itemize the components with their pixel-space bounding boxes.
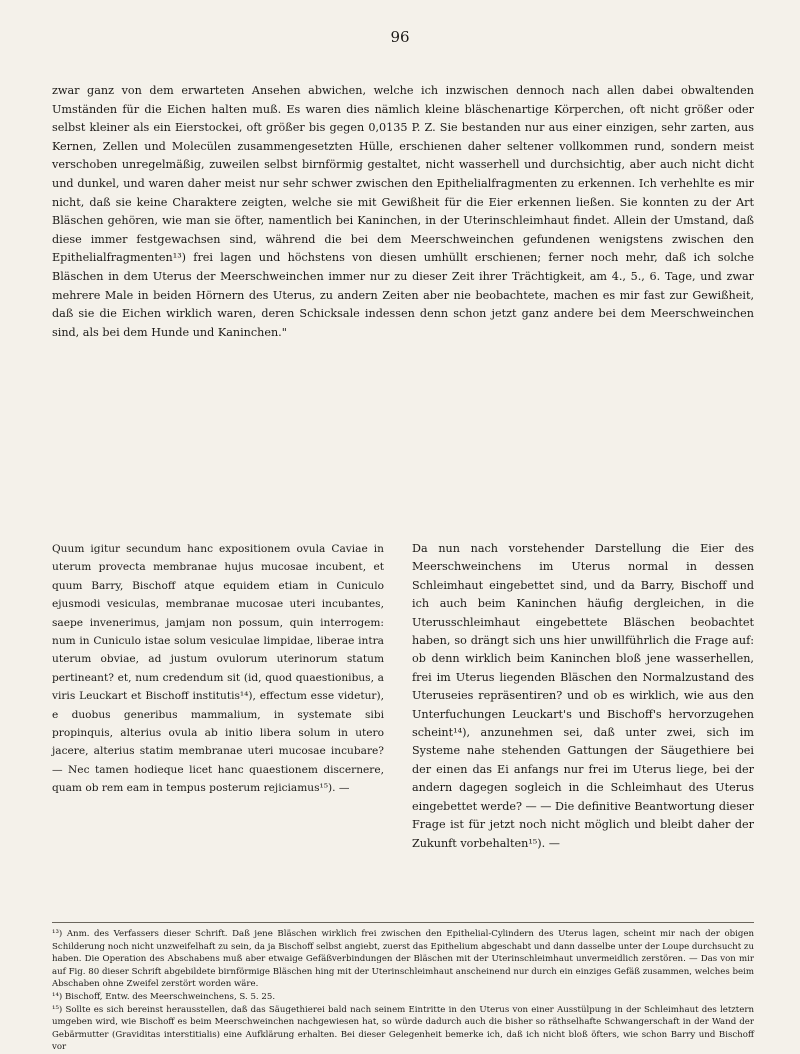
footnote-15: ¹⁵) Sollte es sich bereinst herausstellen, daß das Säugethierei bald nach seinem Eintritte in den Uterus von einer Ausstülpung in der Schleimhaut des letztern umgeben wird, wie Bischoff es beim Meerschweinchen nachgewiesen hat, so würde dadurch auch die bisher so räthselhafte Schwangerschaft in der Wand der Gebärmutter (Graviditas interstitialis) eine Aufklärung erhalten. Bei dieser Gelegenheit bemerke ich, daß ich nicht bloß öfters, wie schon Barry und Bischoff vor [52, 1004, 754, 1053]
page-number: 96 [390, 28, 410, 46]
intro-text: zwar ganz von dem erwarteten Ansehen abwichen, welche ich inzwischen dennoch nach allen dabei obwaltenden Umständen für die Eichen halten muß. Es waren dies nämlich kleine bläschenartige Körperchen, oft nicht größer oder selbst kleiner als ein Eierstockei, oft größer bis gegen 0,0135 P. Z. Sie bestanden nur aus einer einzigen, sehr zarten, aus Kernen, Zellen und Molecülen zusammengesetzten Hülle, erschienen daher seltener vollkommen rund, sondern meist verschoben unregelmäßig, zuweilen selbst birnförmig gestaltet, nicht wasserhell und durchsichtig, aber auch nicht dicht und dunkel, und waren daher meist nur sehr schwer zwischen den Epithelialfragmenten zu erkennen. Ich verhehlte es mir nicht, daß sie keine Charaktere zeigten, welche sie mit Gewißheit für die Eier erkennen ließen. Sie konnten zu der Art Bläschen gehören, wie man sie öfter, namentlich bei Kaninchen, in der Uterinschleimhaut findet. Allein der Umstand, daß diese immer festgewachsen sind, während die bei dem Meerschweinchen gefundenen wenigstens zwischen den Epithelialfragmenten¹³) frei lagen und höchstens von diesen umhüllt erschienen; ferner noch mehr, daß ich solche Bläschen in dem Uterus der Meerschweinchen immer nur zu dieser Zeit ihrer Trächtigkeit, am 4., 5., 6. Tage, und zwar mehrere Male in beiden Hörnern des Uterus, zu andern Zeiten aber nie beobachtete, machen es mir fast zur Gewißheit, daß sie die Eichen wirklich waren, deren Schicksale indessen denn schon jetzt ganz andere bei dem Meerschweinchen sind, als bei dem Hunde und Kaninchen." [52, 84, 754, 339]
footnote-14: ¹⁴) Bischoff, Entw. des Meerschweinchens, S. 5. 25. [52, 991, 276, 1002]
intro-paragraph [52, 82, 754, 342]
footnote-13: ¹³) Anm. des Verfassers dieser Schrift. Daß jene Bläschen wirklich frei zwischen den Epithelial-Cylindern des Uterus lagen, scheint mir nach der obigen Schilderung noch nicht unzweifelhaft zu sein, da ja Bischoff selbst angiebt, zuerst das Epithelium abgeschabt und dann dasselbe unter der Loupe durchsucht zu haben. Die Operation des Abschabens muß aber etwaige Gefäßverbindungen der Bläschen mit der Uterinschleimhaut unvermeidlich zerstören. — Das von mir auf Fig. 80 dieser Schrift abgebildete birnförmige Bläschen hing mit der Uterinschleimhaut anscheinend nur durch ein einziges Gefäß zusammen, welches beim Abschaben ohne Zweifel zerstört worden wäre. [52, 929, 754, 990]
latin-column [52, 540, 384, 798]
german-paragraph: Da nun nach vorstehender Darstellung die Eier des Meerschweinchens im Uterus normal in dessen Schleimhaut eingebettet sind, und da Barry, Bischoff und ich auch beim Kaninchen häufig dergleichen, in die Uterusschleimhaut eingebettete Bläschen beobachtet haben, so drängt sich uns hier unwillführlich die Frage auf: ob denn wirklich beim Kaninchen bloß jene wasserhellen, frei im Uterus liegenden Bläschen den Normalzustand des Uteruseies repräsentiren? und ob es wirklich, wie aus den Unterfuchungen Leuckart's und Bischoff's hervorzugehen scheint¹⁴), anzunehmen sei, daß unter zwei, sich im Systeme nahe stehenden Gattungen der Säugethiere bei der einen das Ei anfangs nur frei im Uterus liege, bei der andern dagegen sogleich in die Schleimhaut des Uterus eingebettet werde? — — Die definitive Beantwortung dieser Frage ist für jetzt noch nicht möglich und bleibt daher der Zukunft vorbehalten¹⁵). — [412, 542, 754, 850]
footnotes [52, 928, 754, 1054]
german-column [412, 540, 754, 853]
latin-paragraph: Quum igitur secundum hanc expositionem ovula Caviae in uterum provecta membranae hujus mucosae incubent, et quum Barry, Bischoff atque equidem etiam in Cuniculo ejusmodi vesiculas, membranae mucosae uteri incubantes, saepe invenerimus, jamjam non possum, quin interrogem: num in Cuniculo istae solum vesiculae limpidae, liberae intra uterum obviae, ad justum ovulorum uterinorum statum pertineant? et, num credendum sit (id, quod quaestionibus, a viris Leuckart et Bischoff institutis¹⁴), effectum esse videtur), e duobus generibus mammalium, in systemate sibi propinquis, alterius ovula ab initio libera solum in utero jacere, alterius statim membranae uteri mucosae incubare? — Nec tamen hodieque licet hanc quaestionem discernere, quam ob rem eam in tempus posterum rejiciamus¹⁵). — [52, 543, 384, 795]
footnote-divider [52, 922, 754, 923]
two-column-section [52, 540, 754, 910]
